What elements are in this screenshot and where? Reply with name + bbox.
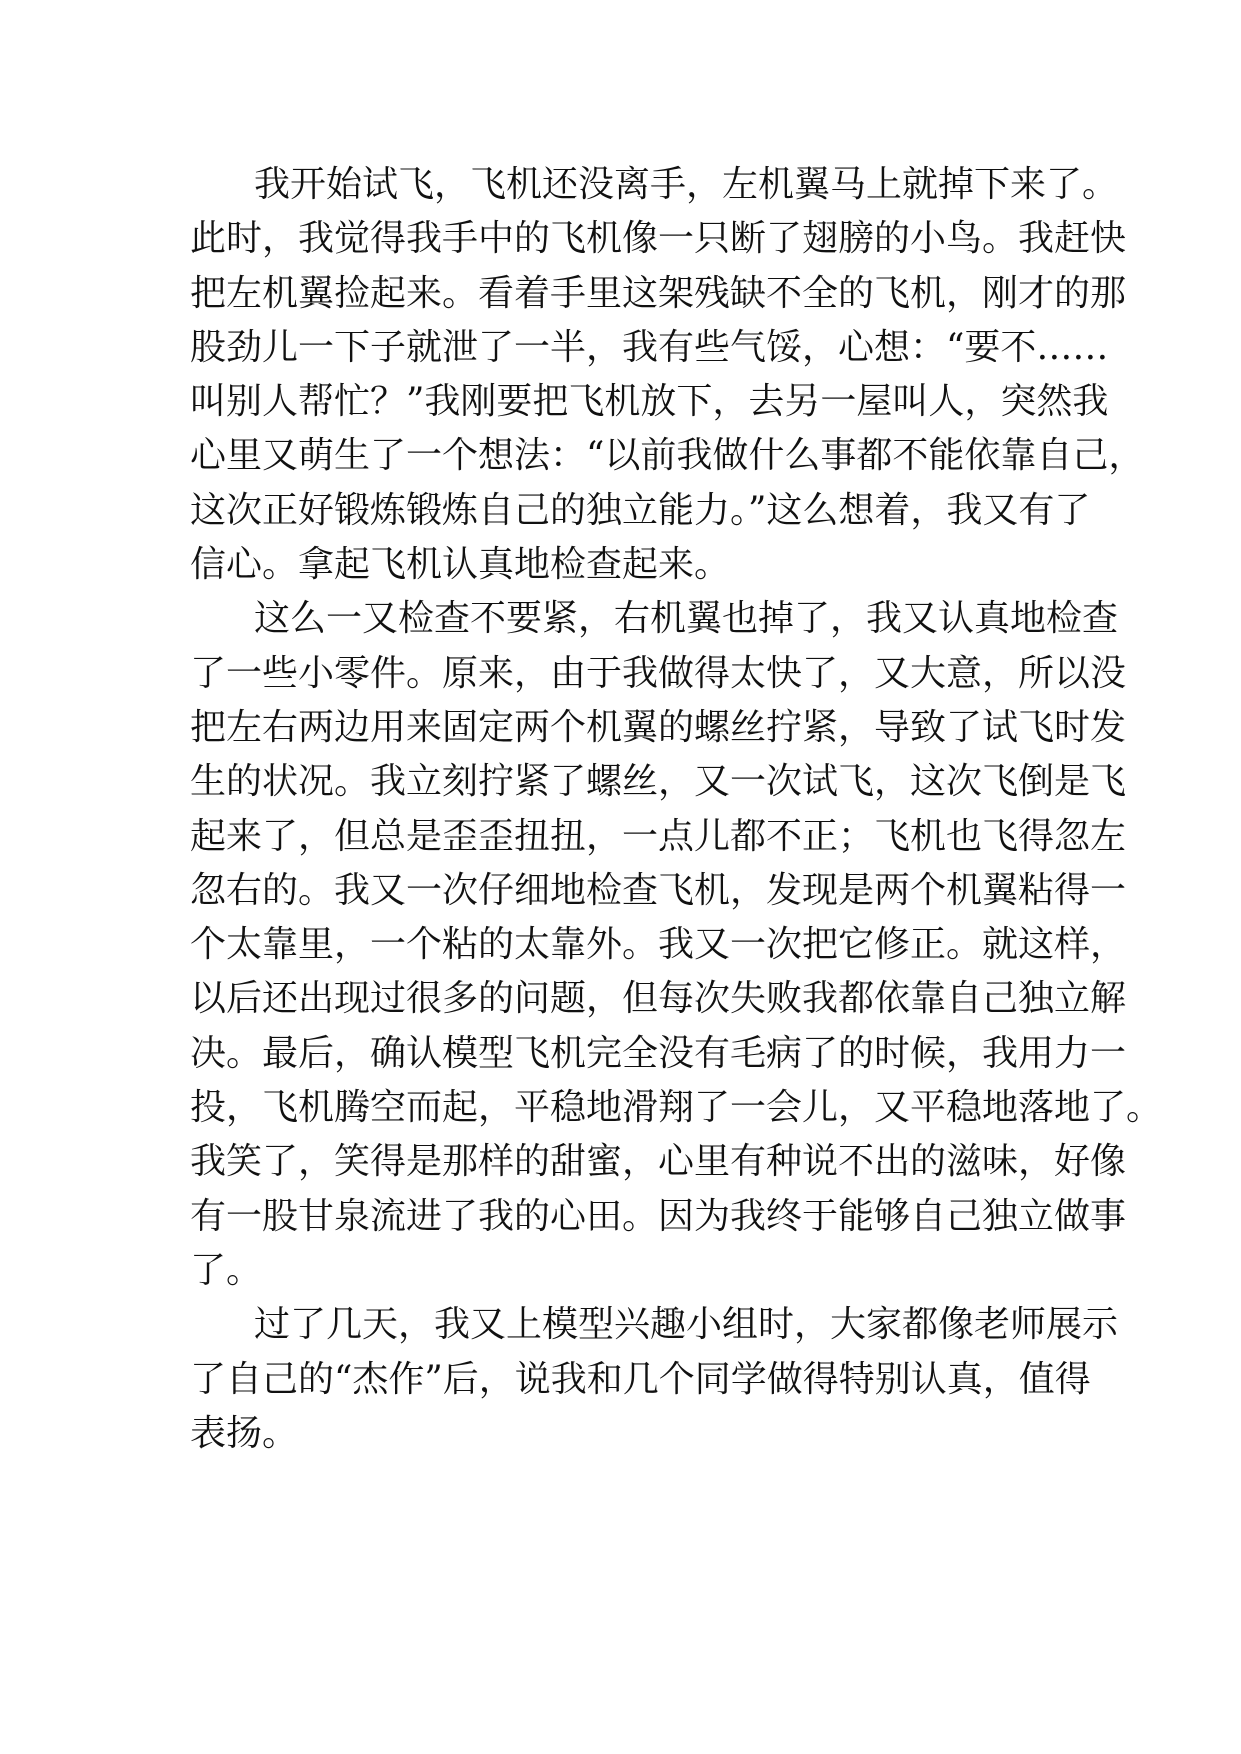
- text-line: 了一些小零件。原来，由于我做得太快了，又大意，所以没: [190, 652, 1127, 694]
- document-body: [190, 158, 1163, 1461]
- text-line: 股劲儿一下子就泄了一半，我有些气馁，心想：“要不……: [190, 326, 1109, 368]
- text-line: 决。最后，确认模型飞机完全没有毛病了的时候，我用力一: [190, 1032, 1127, 1074]
- text-line: 此时，我觉得我手中的飞机像一只断了翅膀的小鸟。我赶快: [190, 218, 1127, 260]
- text-line: 叫别人帮忙？”我刚要把飞机放下，去另一屋叫人，突然我: [190, 381, 1109, 423]
- text-line: 把左右两边用来固定两个机翼的螺丝拧紧，导致了试飞时发: [190, 706, 1127, 748]
- text-line: 个太靠里，一个粘的太靠外。我又一次把它修正。就这样，: [190, 924, 1127, 966]
- text-line: 信心。拿起飞机认真地检查起来。: [190, 544, 731, 586]
- text-line: 起来了，但总是歪歪扭扭，一点儿都不正；飞机也飞得忽左: [190, 815, 1127, 857]
- text-line: 了自己的“杰作”后，说我和几个同学做得特别认真，值得: [190, 1358, 1091, 1400]
- text-line: 把左机翼捡起来。看着手里这架残缺不全的飞机，刚才的那: [190, 272, 1127, 314]
- text-line: 以后还出现过很多的问题，但每次失败我都依靠自己独立解: [190, 978, 1127, 1020]
- text-line: 这么一又检查不要紧，右机翼也掉了，我又认真地检查: [254, 598, 1119, 640]
- text-line: 表扬。: [190, 1412, 299, 1454]
- paragraph-3: [190, 1298, 1119, 1461]
- text-line: 忽右的。我又一次仔细地检查飞机，发现是两个机翼粘得一: [190, 869, 1127, 911]
- text-line: 投，飞机腾空而起，平稳地滑翔了一会儿，又平稳地落地了。: [190, 1087, 1163, 1129]
- text-line: 心里又萌生了一个想法：“以前我做什么事都不能依靠自己，: [190, 435, 1145, 477]
- text-line: 我笑了，笑得是那样的甜蜜，心里有种说不出的滋味，好像: [190, 1141, 1127, 1183]
- text-line: 有一股甘泉流进了我的心田。因为我终于能够自己独立做事: [190, 1195, 1127, 1237]
- paragraph-1: [190, 158, 1145, 592]
- text-line: 这次正好锻炼锻炼自己的独立能力。”这么想着，我又有了: [190, 489, 1091, 531]
- text-line: 我开始试飞，飞机还没离手，左机翼马上就掉下来了。: [254, 164, 1119, 205]
- text-line: 过了几天，我又上模型兴趣小组时，大家都像老师展示: [254, 1304, 1119, 1346]
- paragraph-2: [190, 592, 1163, 1298]
- text-line: 了。: [190, 1249, 263, 1291]
- text-line: 生的状况。我立刻拧紧了螺丝，又一次试飞，这次飞倒是飞: [190, 761, 1127, 803]
